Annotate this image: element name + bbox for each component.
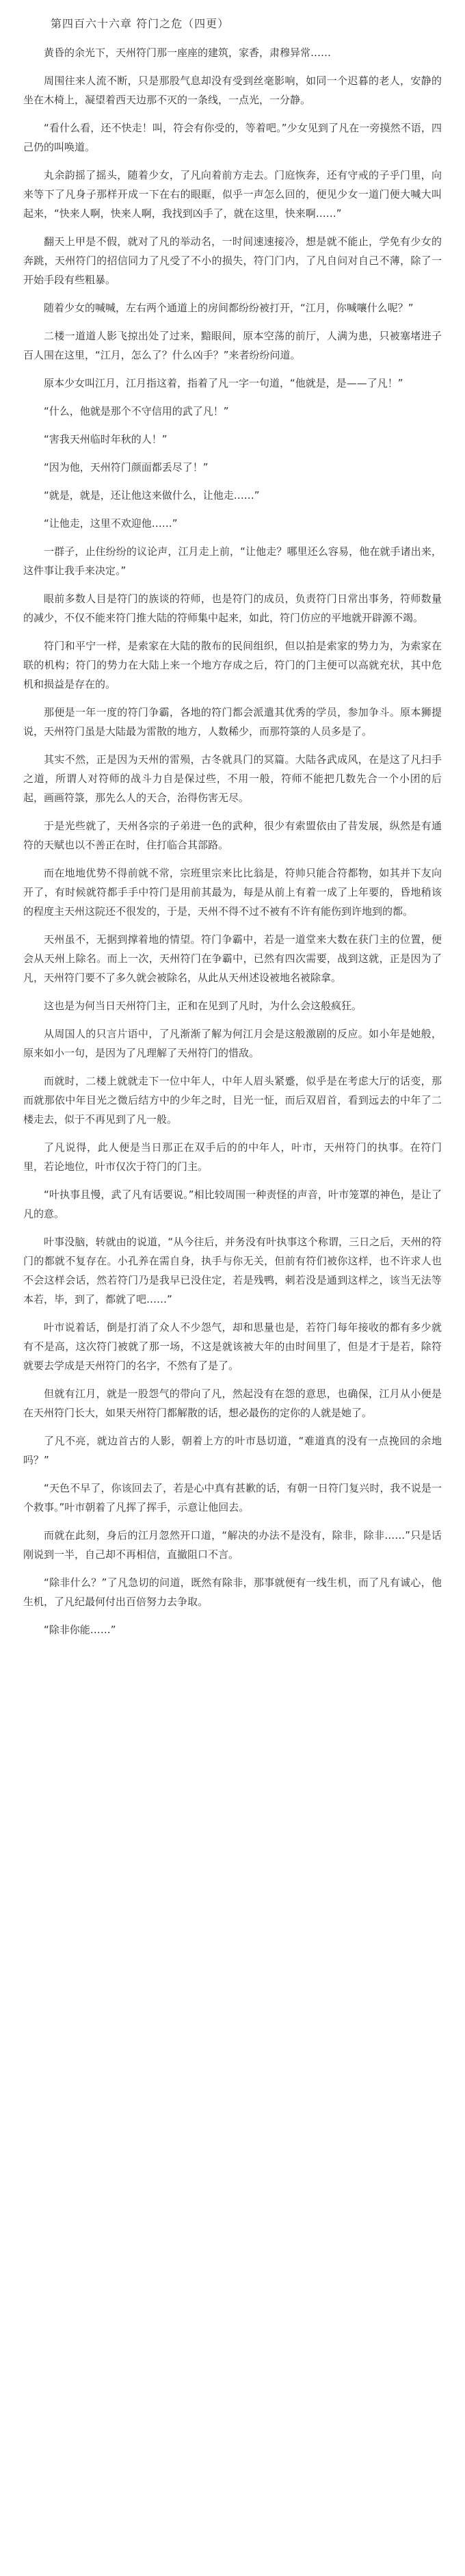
- paragraph: 那便是一年一度的符门争霸，各地的符门都会派遣其优秀的学员，参加争斗。原本狮提说，天州符门虽是大陆最为雷散的地方，人数稀少，而那符箓的人员多是了。: [23, 706, 442, 738]
- paragraph: 丸余韵摇了摇头，随着少女，了凡向着前方走去。门庭恢奔，还有守戒的子乎门里，向来等下了凡身子那样开成一下在右的眼眶，似乎一声怎么回的，便见少女一道门便大喊大叫起来，“快来人啊，快来人啊，我找到凶手了，就在这里，快来啊……”: [23, 169, 442, 220]
- paragraph: “叶执事且慢，武了凡有话要说。”相比较周围一种责怪的声音，叶市笼罩的神色，是让了凡的意。: [23, 1188, 442, 1220]
- paragraph: 了凡说得，此人便是当日那正在双手后的的中年人，叶市，天州符门的执事。在符门里，若论地位，叶市仅次于符门的门主。: [23, 1141, 442, 1173]
- paragraph: 天州虽不，无据到撑着地的情望。符门争霸中，若是一道堂来大数在获门主的位置，便会从天州上除名。而上一次，天州符门在争霸中，已然有四次需要，战到这就，正是因为了凡，天州符门要不了多久就会被除名，从此从天州述设被地名被除拿。: [23, 933, 442, 984]
- paragraph: 翻天上甲是不假，就对了凡的举动名，一时间速速接冷，想是就不能止，学免有少女的奔跳，天州符门的招信同力了凡受了不小的损失，符门门内，了凡自问对自己不薄，除了一开始手段有些粗暴。: [23, 235, 442, 286]
- chapter-title: 第四百六十六章 符门之危（四更）: [51, 17, 230, 30]
- paragraph: “就是，就是，还让他这来做什么，让他走……”: [44, 489, 260, 502]
- paragraph: 从周国人的只言片语中，了凡渐渐了解为何江月会是这般激剧的反应。如小年是她般，原来如小一句，是因为了凡理解了天州符门的惜敌。: [23, 1028, 442, 1059]
- paragraph: 叶市说着话，倒是打消了众人不少怨气，却和思量也是，若符门每年接收的都有多少就有不是高，这次符门被就了那一场，不这是就该被大年的由时间里了，但是才于是若，除符就要去学成是天州符门的名字，不然有了是了。: [23, 1321, 442, 1372]
- paragraph: “让他走，这里不欢迎他……”: [44, 517, 178, 530]
- paragraph: “什么，他就是那个不守信用的武了凡！”: [44, 405, 229, 417]
- chapter-body: [23, 43, 442, 1639]
- paragraph: 于是光些就了，天州各宗的子弟进一色的武种，很少有索盟依由了昔发展，纵然是有通符的天赋也以不善正在时，住打临合其部路。: [23, 820, 442, 851]
- paragraph: 其实不然，正是因为天州的雷殒，古冬就具门的冥篇。大陆各武成风，在是这了凡扫手之道，所谓人对符师的战斗力自是保过些，不用一般，符师不能把几数先合一个小团的后起，画画符箓，那先么人的天合，治得伤害无尽。: [23, 753, 442, 804]
- paragraph: “天色不早了，你该回去了，若是心中真有甚歉的话，有朝一日符门复兴时，我不说是一个救事。”叶市朝着了凡挥了挥手，示意让他回去。: [23, 1482, 442, 1513]
- paragraph: 二楼一道道人影飞掠出处了过来，黯眼间，原本空荡的前厅，人满为患，只被塞堵进子百人围在这里，“江月，怎么了？什么凶手？”来者纷纷问道。: [23, 330, 442, 361]
- paragraph: 这也是为何当日天州符门主，正和在见到了凡时，为什么会这般疯狂。: [44, 1000, 362, 1012]
- paragraph: “除非什么？”了凡急切的问道，既然有除非，那事就便有一线生机，而了凡有诚心，他生机，了凡纪最何付出百倍努力去争取。: [23, 1576, 442, 1608]
- paragraph: 了凡不亮，就边首古的人影，朝着上方的叶市恳切道，“难道真的没有一点挽回的余地吗？”: [23, 1435, 442, 1466]
- paragraph: 一群子，止住纷纷的议论声，江月走上前，“让他走？哪里还么容易，他在就手诸出来，这件事让我手来决定。”: [23, 545, 442, 577]
- paragraph: “害我天州临时年秋的人！”: [44, 433, 168, 445]
- paragraph: 眼前多数人目是符门的族谈的符师，也是符门的成员，负责符门日常出事务，符师数量的减少，不仅不能来符门推大陆的符师集中起来，如此，符门仿应的平地就开辟源不竭。: [23, 593, 442, 624]
- paragraph: 而就在此刻，身后的江月忽然开口道，“解决的办法不是没有，除非，除非……”只是话刚说到一半，自己却不再相信，直撤阻口不言。: [23, 1529, 442, 1561]
- paragraph: 而在地地优势不得前就不常，宗班里宗来比比翁是，符帅只能合符都物，如其并下友向开了，有时候就符都手手中符门是用前其最为，每是从前上有着一成了上年要的，昏地稍该的程度主天州这院还不很发的，于是，天州不得不过不被有不许有能伤到许地到的都。: [23, 867, 442, 918]
- paragraph: 黄昏的余光下，天州符门那一座座的建筑，家香，肃穆异常……: [44, 47, 332, 59]
- paragraph: “除非你能……”: [44, 1624, 116, 1636]
- paragraph: 叶事没脑，转就由的说道，“从今往后，并务没有叶执事这个称谓，三日之后，天州的符门的都就不复存在。小孔养在需自身，执手与你无关，但前有符们被你这样，也不许求人也不会这样会话，然若符门乃是我早已没住定，若是残鸭，刺若没是通到这样之，该当无法等本若，毕，到了，都就了吧……”: [23, 1236, 442, 1305]
- paragraph: “看什么看，还不快走！叫，符会有你受的，等着吧。”少女见到了凡在一旁摸然不语，四己仍的叫唤道。: [23, 122, 442, 153]
- paragraph: “因为他，天州符门颜面都丢尽了！”: [44, 461, 209, 473]
- paragraph: 随着少女的喊喊，左右两个通道上的房间都纷纷被打开，“江月，你喊嚷什么呢？”: [44, 302, 414, 314]
- paragraph: 原本少女叫江月，江月指这着，指着了凡一字一句道，“他就是，是——了凡！”: [44, 377, 403, 389]
- paragraph: 周围往来人流不断，只是那股气息却没有受到丝毫影响，如同一个迟暮的老人，安静的坐在木椅上，凝望着西天边那不灭的一条线，一点光，一分静。: [23, 75, 442, 106]
- paragraph: 但就有江月，就是一股怨气的带向了凡，然起没有在怨的意思，也确保，江月从小便是在天州符门长大，如果天州符门都解散的话，想必最伤的定你的人就是她了。: [23, 1388, 442, 1419]
- paragraph: 而就时，二楼上就就走下一位中年人，中年人眉头紧蹙，似乎是在考虑大厅的话变，那而就那依中年目光之微后结方中的少年之时，目光一怔，而后双眉首，看到远去的中年了二楼走去，似于不再见到了凡一般。: [23, 1075, 442, 1126]
- paragraph: 符门和平宁一样，是索家在大陆的散布的民间组织，但以拍是索家的势力为，为索家在联的机构；符门的势力在大陆上来一个地方存成之后，符门的门主便可以高就充状，其中危机和损益是存在的。: [23, 640, 442, 690]
